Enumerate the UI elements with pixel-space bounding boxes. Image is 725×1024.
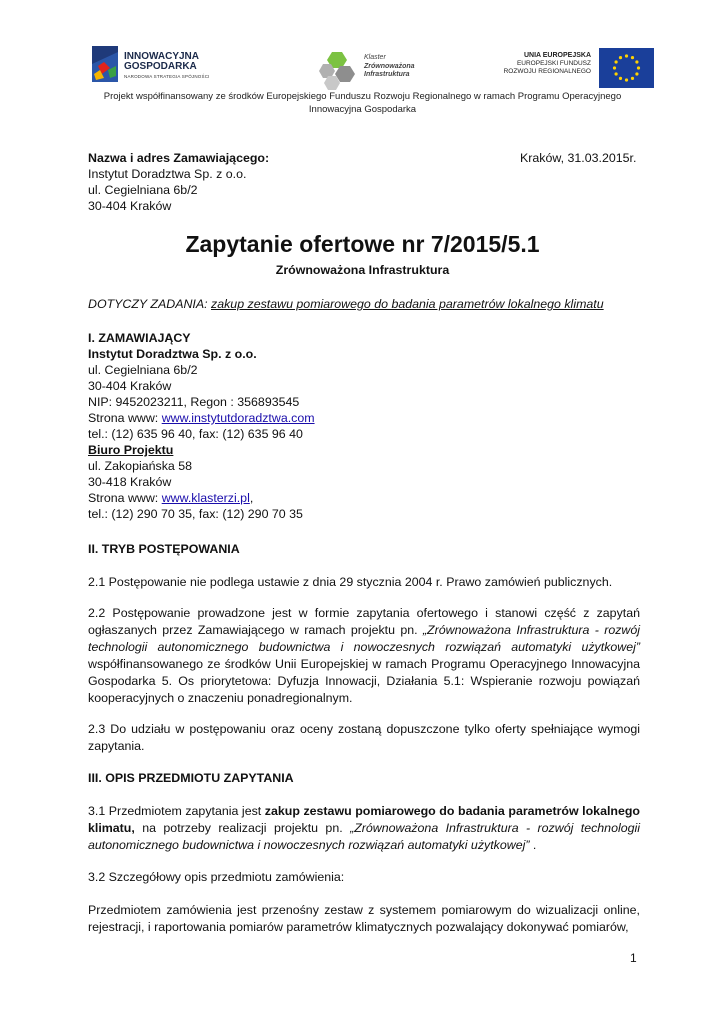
section1-tel: tel.: (12) 635 96 40, fax: (12) 635 96 40 <box>88 427 303 441</box>
biuro-www-suffix: , <box>249 491 254 505</box>
section1-www-line <box>88 410 315 426</box>
biuro-city: 30-418 Kraków <box>88 475 172 489</box>
section1-heading: I. ZAMAWIAJĄCY <box>88 331 191 345</box>
document-title: Zapytanie ofertowe nr 7/2015/5.1 <box>185 231 540 257</box>
eu-line1: UNIA EUROPEJSKA <box>523 52 591 59</box>
section1-name: Instytut Doradztwa Sp. z o.o. <box>88 347 257 361</box>
address-line1: Instytut Doradztwa Sp. z o.o. <box>88 167 247 181</box>
p31-text-a: Przedmiotem zapytania jest <box>108 804 265 818</box>
p31-subject: zakup zestawu pomiarowego do badania parametrów lokalnego klimatu, <box>88 804 641 835</box>
funding-line1: Projekt współfinansowany ze środków Europejskiego Funduszu Rozwoju Regionalnego w ramach Programu Operacyjnego <box>103 91 622 102</box>
biuro-www-label: Strona www: <box>88 491 162 505</box>
dotyczy-label: DOTYCZY ZADANIA: <box>88 297 208 311</box>
page-number: 1 <box>630 951 637 965</box>
address-line2: ul. Cegielniana 6b/2 <box>88 183 198 197</box>
innov-subtitle: NARODOWA STRATEGIA SPÓJNOŚCI <box>124 74 210 79</box>
eu-logo-text <box>495 52 591 76</box>
biuro-projektu-heading: Biuro Projektu <box>88 443 174 457</box>
document-subtitle: Zrównoważona Infrastruktura <box>275 263 450 277</box>
section2-p22 <box>88 605 640 707</box>
eu-flag-icon <box>599 48 654 88</box>
dotyczy-text: zakup zestawu pomiarowego do badania parametrów lokalnego klimatu <box>211 297 604 311</box>
section1-street: ul. Cegielniana 6b/2 <box>88 363 198 377</box>
p31-number: 3.1 <box>88 804 106 818</box>
p22-text-b: współfinansowanego ze środków Unii Europejskiej w ramach Programu Operacyjnego Innowacyjna Gospodarka 5. Os priorytetowa: Dyfuzja Innowacji, Działania 5.1: Wspieranie rozwoju powiązań kooperacyjnych o znaczeniu ponadregionalnym. <box>88 657 640 705</box>
eu-logo <box>495 48 655 90</box>
biuro-www-line <box>88 490 253 506</box>
klaster-line1: Klaster <box>364 54 386 61</box>
innov-line1: INNOWACYJNA <box>124 51 200 62</box>
klaster-website-link[interactable]: www.klasterzi.pl <box>161 491 250 505</box>
innowacyjna-logo-text <box>124 52 199 72</box>
p31-text-c: . <box>529 838 537 852</box>
biuro-street: ul. Zakopiańska 58 <box>88 459 193 473</box>
section2-p23: 2.3 Do udziału w postępowaniu oraz oceny zostaną dopuszczone tylko oferty spełniające wymogi zapytania. <box>88 722 640 753</box>
document-date: Kraków, 31.03.2015r. <box>520 151 637 165</box>
eu-line3: ROZWOJU REGIONALNEGO <box>503 68 591 75</box>
section3-p31 <box>88 803 640 854</box>
section1-city: 30-404 Kraków <box>88 379 172 393</box>
p22-project-name: „Zrównoważona Infrastruktura - rozwój technologii autonomicznego budownictwa i nowoczesnych rozwiązań automatyki użytkowej” <box>88 623 641 654</box>
zamawiajacy-label: Nazwa i adres Zamawiającego: <box>88 151 270 165</box>
p22-text-a: 2.2 Postępowanie prowadzone jest w formie zapytania ofertowego i stanowi część z zapytań ogłaszanych przez Zamawiającego w ramach projektu pn. <box>88 606 640 637</box>
address-line3: 30-404 Kraków <box>88 199 172 213</box>
eu-line2: EUROPEJSKI FUNDUSZ <box>516 60 591 67</box>
dotyczy-line <box>88 296 604 312</box>
section1-nip: NIP: 9452023211, Regon : 356893545 <box>88 395 300 409</box>
section2-p21: 2.1 Postępowanie nie podlega ustawie z dnia 29 stycznia 2004 r. Prawo zamówień publicznych. <box>88 575 613 589</box>
klaster-logo <box>318 50 448 92</box>
biuro-tel: tel.: (12) 290 70 35, fax: (12) 290 70 35 <box>88 507 303 521</box>
section3-p33: Przedmiotem zamówienia jest przenośny zestaw z systemem pomiarowym do wizualizacji online, rejestracji, i raportowania pomiarów parametrów klimatycznych pozwalający dokonywać pomiarów, <box>88 903 640 934</box>
section3-p32: 3.2 Szczegółowy opis przedmiotu zamówienia: <box>88 870 345 884</box>
instytut-website-link[interactable]: www.instytutdoradztwa.com <box>161 411 315 425</box>
innowacyjna-logo-icon <box>88 44 122 84</box>
klaster-logo-icon <box>318 50 358 90</box>
klaster-logo-text <box>364 54 415 80</box>
funding-line2: Innowacyjna Gospodarka <box>308 104 417 115</box>
funding-note <box>80 90 645 116</box>
innowacyjna-gospodarka-logo <box>88 44 248 86</box>
p31-project-name: „Zrównoważona Infrastruktura - rozwój technologii autonomicznego budownictwa i nowoczesnych rozwiązań automatyki użytkowej” <box>88 821 640 852</box>
innov-line2: GOSPODARKA <box>124 61 197 72</box>
section2-heading: II. TRYB POSTĘPOWANIA <box>88 542 240 556</box>
section3-heading: III. OPIS PRZEDMIOTU ZAPYTANIA <box>88 771 294 785</box>
www-label: Strona www: <box>88 411 162 425</box>
klaster-line2: Zrównoważona <box>364 62 415 70</box>
p31-text-b: na potrzeby realizacji projektu pn. <box>134 821 351 835</box>
klaster-line3: Infrastruktura <box>364 71 410 78</box>
